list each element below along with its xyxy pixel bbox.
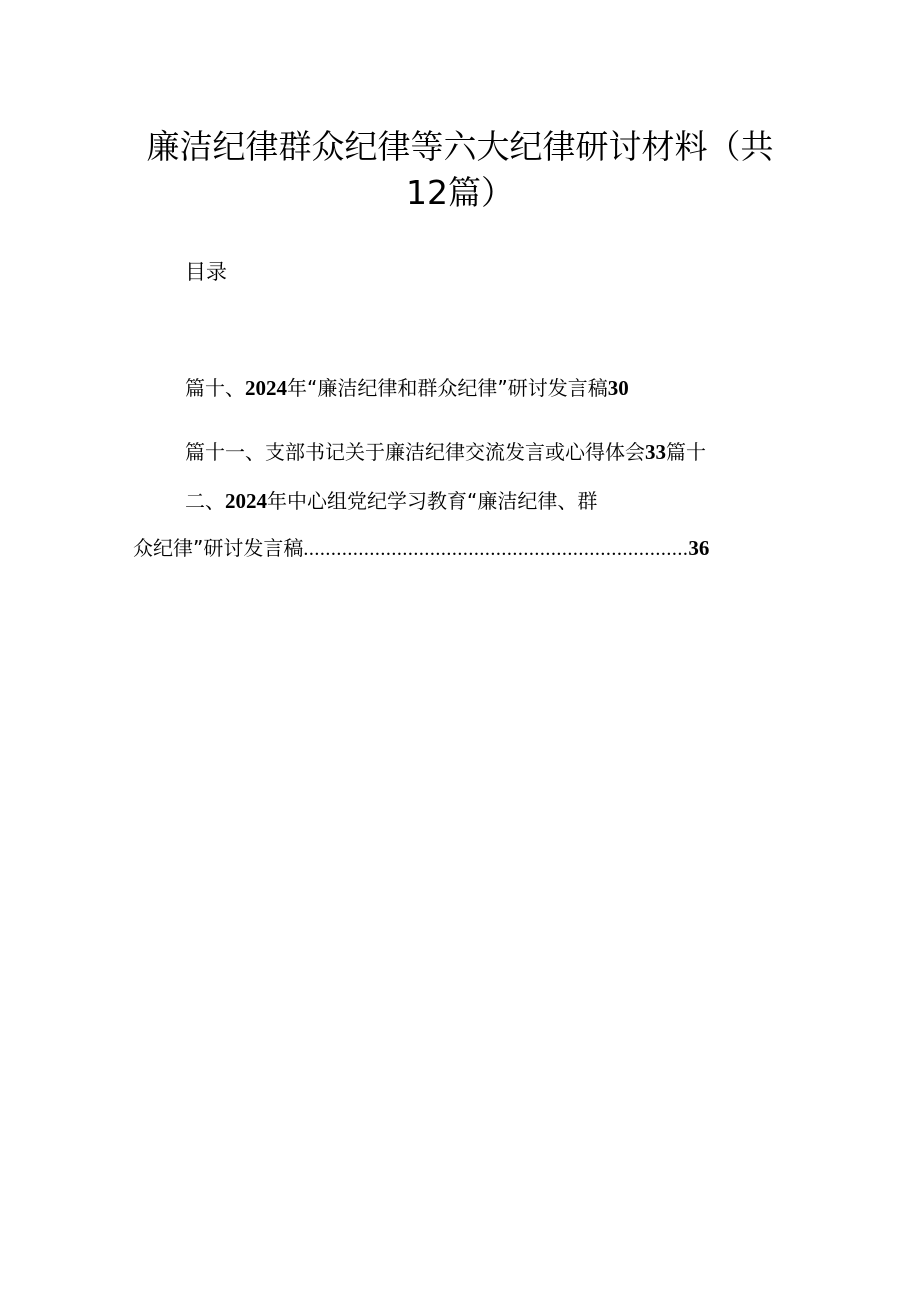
- toc-entry-year: 2024: [225, 489, 267, 513]
- document-title-line-1: 廉洁纪律群众纪律等六大纪律研讨材料（共: [146, 127, 774, 166]
- toc-entry-text: 年“廉洁纪律和群众纪律”研讨发言稿: [287, 376, 608, 400]
- toc-entry-page-number: 30: [607, 376, 629, 400]
- toc-entry-prefix: 篇十、: [185, 376, 245, 400]
- toc-heading: 目录: [185, 260, 227, 284]
- toc-entry-page-number: 33: [645, 440, 666, 464]
- toc-entry-12-line-1[interactable]: [185, 487, 597, 515]
- toc-entry-12-line-2[interactable]: [133, 534, 709, 563]
- toc-entry-11[interactable]: [185, 438, 706, 466]
- document-title-line-2: 12篇）: [406, 173, 514, 212]
- toc-dot-leader: ......................................................................: [303, 538, 689, 560]
- toc-entry-text: 篇十一、支部书记关于廉洁纪律交流发言或心得体会: [185, 440, 645, 464]
- toc-entry-10[interactable]: [185, 374, 629, 402]
- toc-entry-suffix: 篇十: [666, 440, 706, 464]
- toc-entry-page-number: 36: [688, 536, 710, 560]
- toc-entry-year: 2024: [245, 376, 287, 400]
- toc-entry-continuation: 众纪律”研讨发言稿: [133, 536, 304, 560]
- toc-entry-text: 年中心组党纪学习教育“廉洁纪律、群: [267, 489, 598, 513]
- toc-entry-prefix: 二、: [185, 489, 225, 513]
